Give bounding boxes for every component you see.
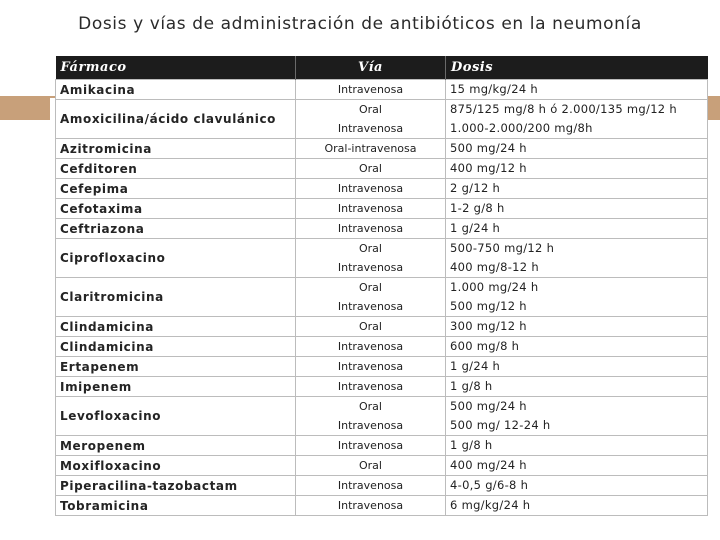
dose-cell — [446, 436, 708, 456]
dose-text: 400 mg/12 h — [450, 161, 527, 175]
drug-name: Clindamicina — [56, 317, 296, 337]
route-cell — [296, 377, 446, 397]
dose-cell — [446, 278, 708, 317]
drug-name: Imipenem — [56, 377, 296, 397]
drug-name: Tobramicina — [56, 496, 296, 516]
route-cell — [296, 219, 446, 239]
route-text: Intravenosa — [337, 182, 404, 195]
route-cell — [296, 357, 446, 377]
route-cell — [296, 436, 446, 456]
accent-bar-left — [0, 96, 50, 120]
route-text: Intravenosa — [337, 499, 404, 512]
table-row — [56, 179, 708, 199]
route-cell — [296, 100, 446, 139]
route-text: Oral — [359, 281, 382, 294]
dose-text: 500-750 mg/12 h — [450, 241, 555, 255]
dose-text: 400 mg/8-12 h — [450, 260, 539, 274]
table-row — [56, 199, 708, 219]
route-cell — [296, 239, 446, 278]
drug-name: Piperacilina-tazobactam — [56, 476, 296, 496]
drug-name: Amikacina — [56, 80, 296, 100]
dose-text: 1 g/8 h — [450, 379, 493, 393]
dose-cell — [446, 179, 708, 199]
route-text: Intravenosa — [337, 222, 404, 235]
dose-cell — [446, 100, 708, 139]
route-cell — [296, 476, 446, 496]
drug-name: Amoxicilina/ácido clavulánico — [56, 100, 296, 139]
slide-title: Dosis y vías de administración de antibióticos en la neumonía — [78, 14, 642, 34]
route-cell — [296, 139, 446, 159]
route-cell — [296, 278, 446, 317]
dose-text: 6 mg/kg/24 h — [450, 498, 531, 512]
dose-text: 875/125 mg/8 h ó 2.000/135 mg/12 h — [450, 102, 677, 116]
route-cell — [296, 159, 446, 179]
dose-text: 15 mg/kg/24 h — [450, 82, 538, 96]
dose-cell — [446, 219, 708, 239]
drug-name: Claritromicina — [56, 278, 296, 317]
route-text: Oral — [359, 459, 382, 472]
dose-cell — [446, 456, 708, 476]
route-cell — [296, 179, 446, 199]
table-row — [56, 159, 708, 179]
route-text: Intravenosa — [337, 202, 404, 215]
table-row — [56, 100, 708, 139]
dose-cell — [446, 377, 708, 397]
route-text: Oral-intravenosa — [324, 142, 417, 155]
dose-text: 2 g/12 h — [450, 181, 501, 195]
route-cell — [296, 199, 446, 219]
route-cell — [296, 337, 446, 357]
dose-text: 500 mg/24 h — [450, 141, 527, 155]
dose-text: 400 mg/24 h — [450, 458, 527, 472]
table-row — [56, 139, 708, 159]
dose-text: 1-2 g/8 h — [450, 201, 505, 215]
dose-text: 300 mg/12 h — [450, 319, 527, 333]
dose-cell — [446, 476, 708, 496]
drug-name: Ceftriazona — [56, 219, 296, 239]
table-row — [56, 397, 708, 436]
route-text: Oral — [359, 400, 382, 413]
route-text: Intravenosa — [337, 360, 404, 373]
table-row — [56, 476, 708, 496]
dose-cell — [446, 199, 708, 219]
dose-text: 600 mg/8 h — [450, 339, 520, 353]
table-row — [56, 456, 708, 476]
dose-cell — [446, 397, 708, 436]
dose-cell — [446, 239, 708, 278]
drug-name: Clindamicina — [56, 337, 296, 357]
route-cell — [296, 496, 446, 516]
header-farmaco: Fármaco — [56, 56, 296, 80]
dose-cell — [446, 159, 708, 179]
route-text: Oral — [359, 162, 382, 175]
table-row — [56, 337, 708, 357]
route-text: Intravenosa — [337, 261, 404, 274]
route-cell — [296, 397, 446, 436]
dose-cell — [446, 337, 708, 357]
drug-name: Moxifloxacino — [56, 456, 296, 476]
drug-name: Azitromicina — [56, 139, 296, 159]
route-text: Intravenosa — [337, 340, 404, 353]
route-cell — [296, 317, 446, 337]
drug-name: Cefditoren — [56, 159, 296, 179]
route-text: Oral — [359, 320, 382, 333]
drug-name: Cefepima — [56, 179, 296, 199]
table-header-row — [56, 56, 708, 80]
drug-name: Ciprofloxacino — [56, 239, 296, 278]
table-row — [56, 377, 708, 397]
route-text: Intravenosa — [337, 122, 404, 135]
route-text: Oral — [359, 103, 382, 116]
header-dosis: Dosis — [446, 56, 708, 80]
dose-text: 1 g/24 h — [450, 221, 501, 235]
route-cell — [296, 80, 446, 100]
dose-text: 500 mg/24 h — [450, 399, 527, 413]
table-row — [56, 278, 708, 317]
antibiotics-table — [55, 56, 708, 516]
route-text: Intravenosa — [337, 300, 404, 313]
drug-name: Cefotaxima — [56, 199, 296, 219]
drug-name: Levofloxacino — [56, 397, 296, 436]
dose-text: 1.000-2.000/200 mg/8h — [450, 121, 593, 135]
route-text: Intravenosa — [337, 419, 404, 432]
route-text: Intravenosa — [337, 380, 404, 393]
dose-text: 500 mg/12 h — [450, 299, 527, 313]
dose-text: 1.000 mg/24 h — [450, 280, 539, 294]
route-text: Intravenosa — [337, 83, 404, 96]
table-row — [56, 317, 708, 337]
dose-cell — [446, 317, 708, 337]
dose-cell — [446, 139, 708, 159]
header-via: Vía — [296, 56, 446, 80]
dose-text: 1 g/8 h — [450, 438, 493, 452]
route-text: Oral — [359, 242, 382, 255]
table-body — [56, 80, 708, 516]
drug-name: Ertapenem — [56, 357, 296, 377]
dose-cell — [446, 80, 708, 100]
dose-cell — [446, 357, 708, 377]
dose-text: 500 mg/ 12-24 h — [450, 418, 551, 432]
drug-name: Meropenem — [56, 436, 296, 456]
dose-cell — [446, 496, 708, 516]
table-row — [56, 219, 708, 239]
route-text: Intravenosa — [337, 439, 404, 452]
table-row — [56, 496, 708, 516]
table-row — [56, 239, 708, 278]
table-row — [56, 357, 708, 377]
table-row — [56, 80, 708, 100]
dose-text: 4-0,5 g/6-8 h — [450, 478, 529, 492]
route-text: Intravenosa — [337, 479, 404, 492]
table-row — [56, 436, 708, 456]
accent-bar-right — [706, 96, 720, 120]
route-cell — [296, 456, 446, 476]
dose-text: 1 g/24 h — [450, 359, 501, 373]
